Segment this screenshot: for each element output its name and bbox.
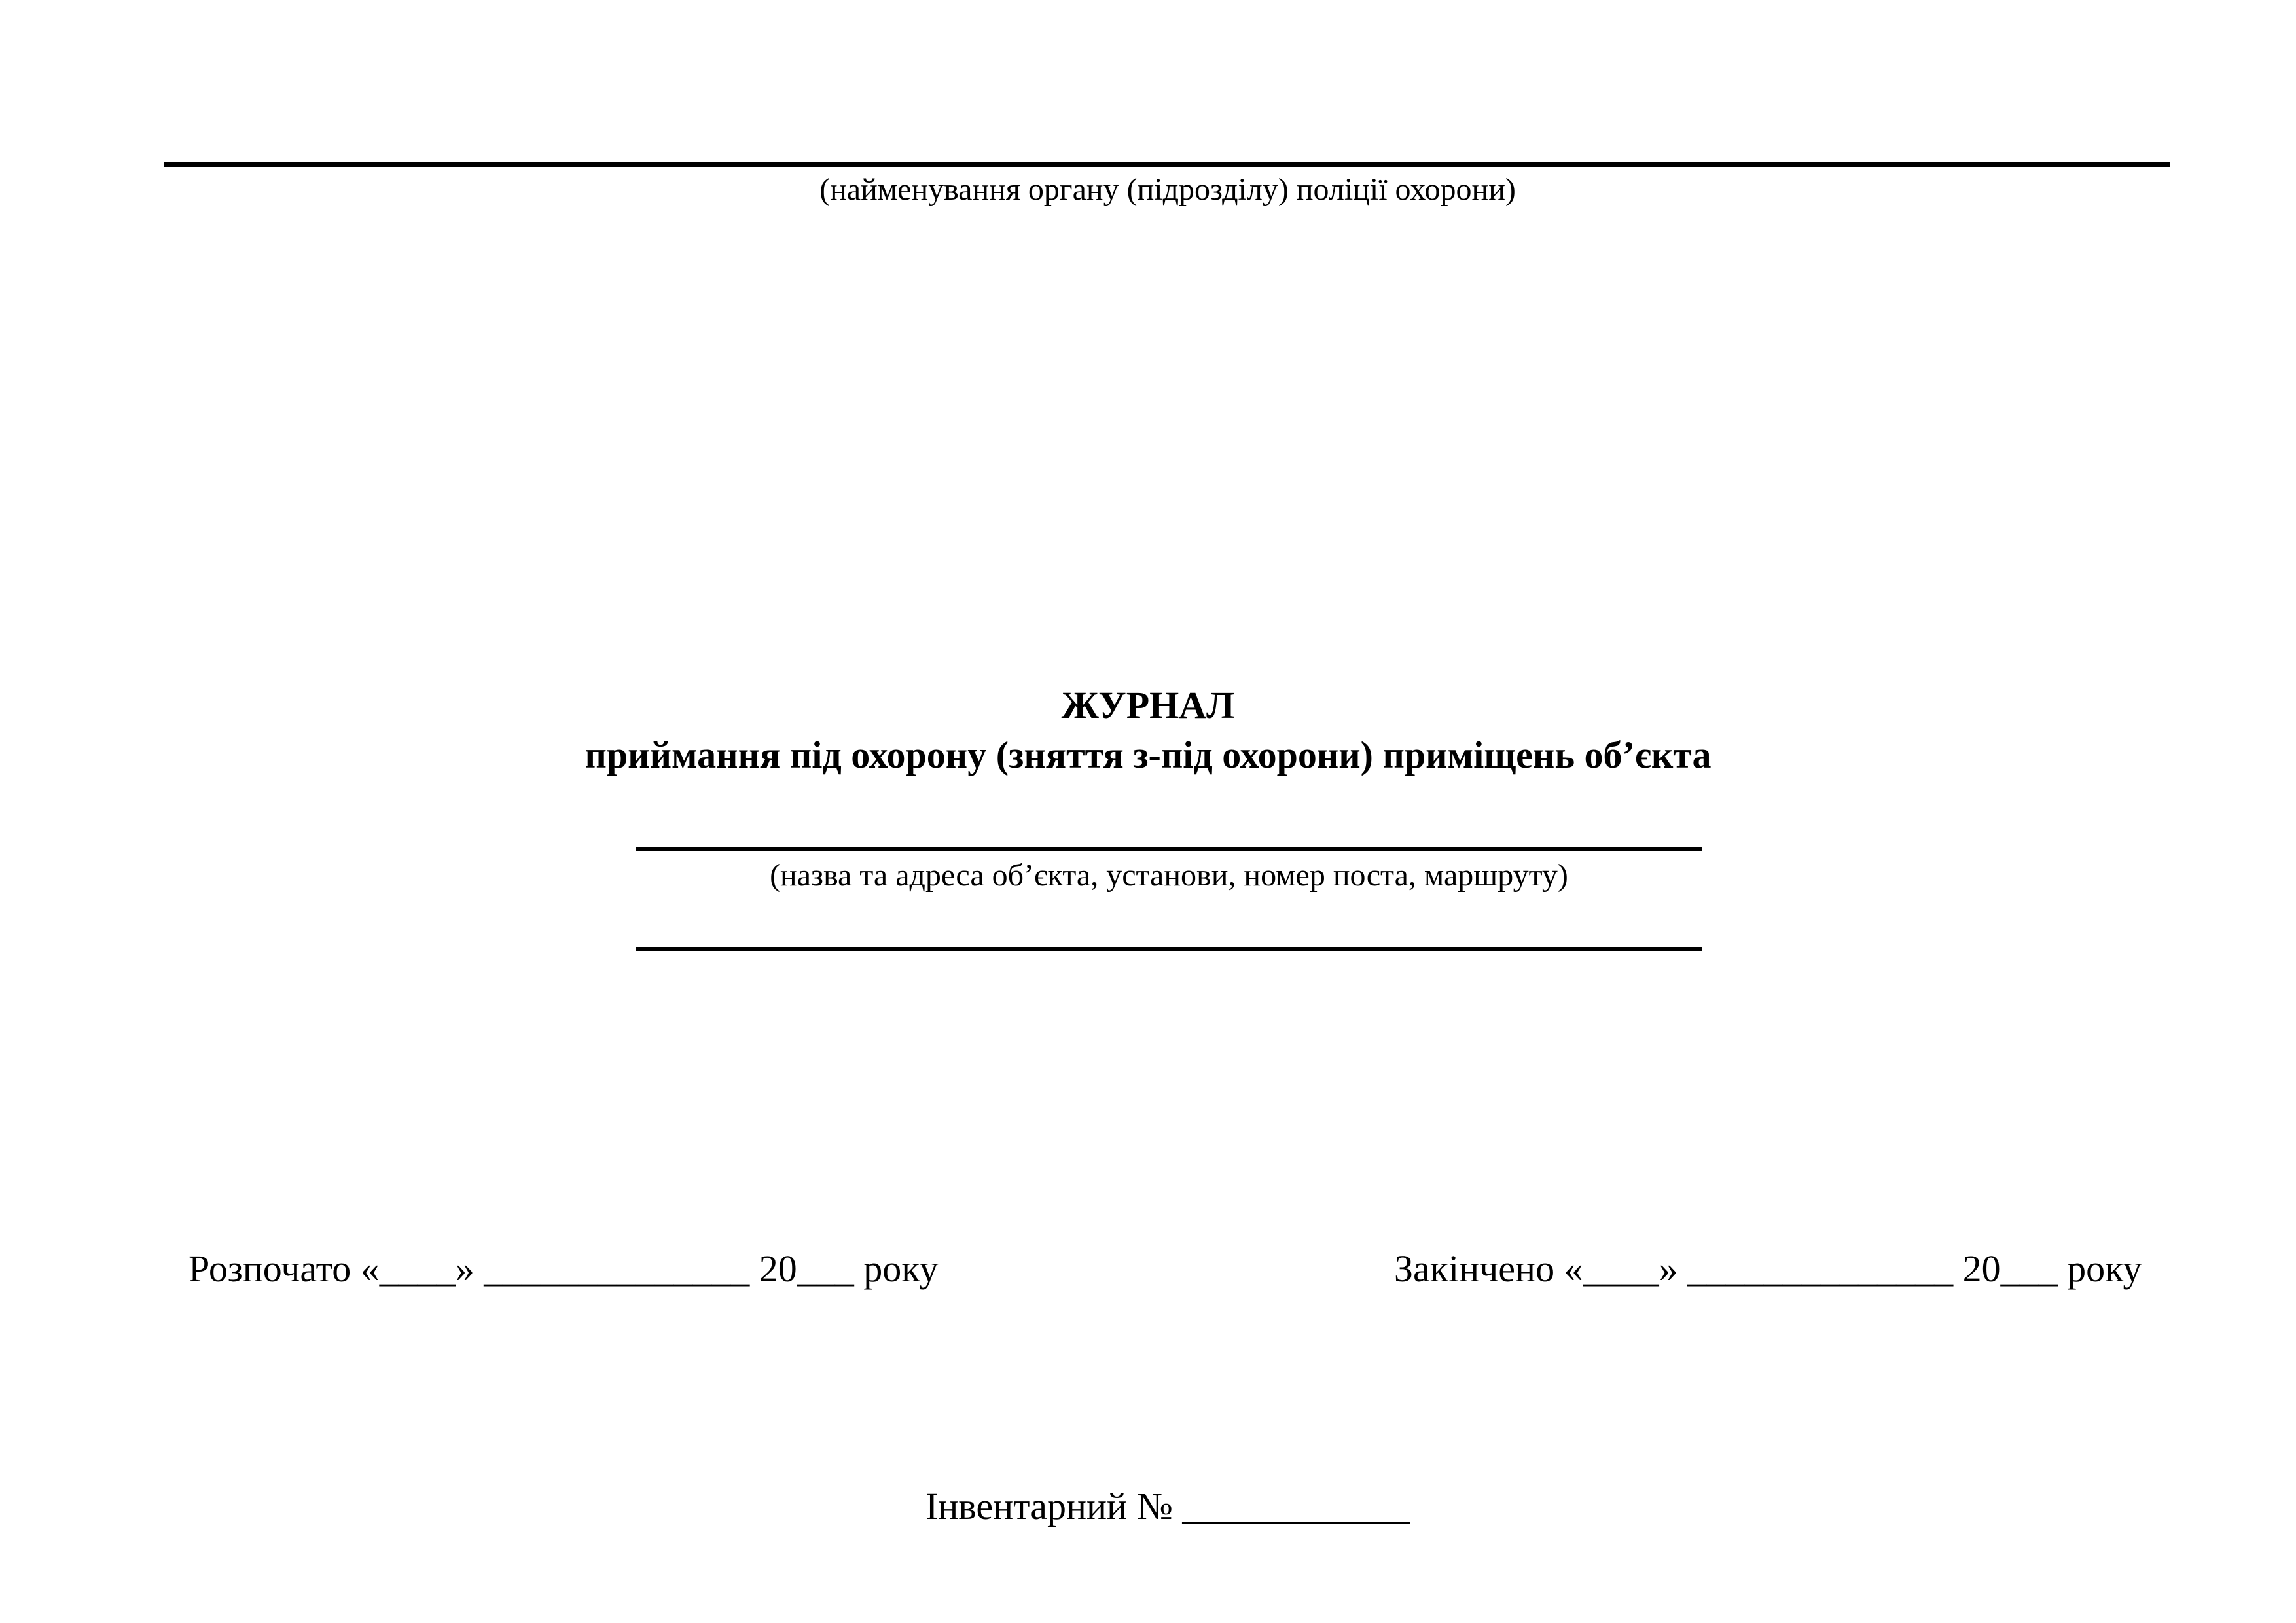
inventory-number-text: Інвентарний № ____________ bbox=[925, 1485, 1410, 1527]
journal-subtitle: приймання під охорону (зняття з-під охорони) приміщень об’єкта bbox=[584, 734, 1712, 776]
date-finished-text: Закінчено «____» ______________ 20___ року bbox=[1394, 1247, 2142, 1290]
title-block bbox=[0, 681, 2296, 780]
header-fill-in-rule bbox=[164, 162, 2170, 167]
journal-title: ЖУРНАЛ bbox=[1061, 684, 1235, 726]
header-caption: (найменування органу (підрозділу) поліції охорони) bbox=[819, 172, 1516, 207]
date-started-text: Розпочато «____» ______________ 20___ року bbox=[188, 1247, 939, 1290]
object-name-blank-line-1 bbox=[636, 847, 1702, 851]
object-name-blank-line-2 bbox=[636, 947, 1702, 951]
object-name-caption: (назва та адреса об’єкта, установи, номер поста, маршруту) bbox=[770, 858, 1568, 893]
